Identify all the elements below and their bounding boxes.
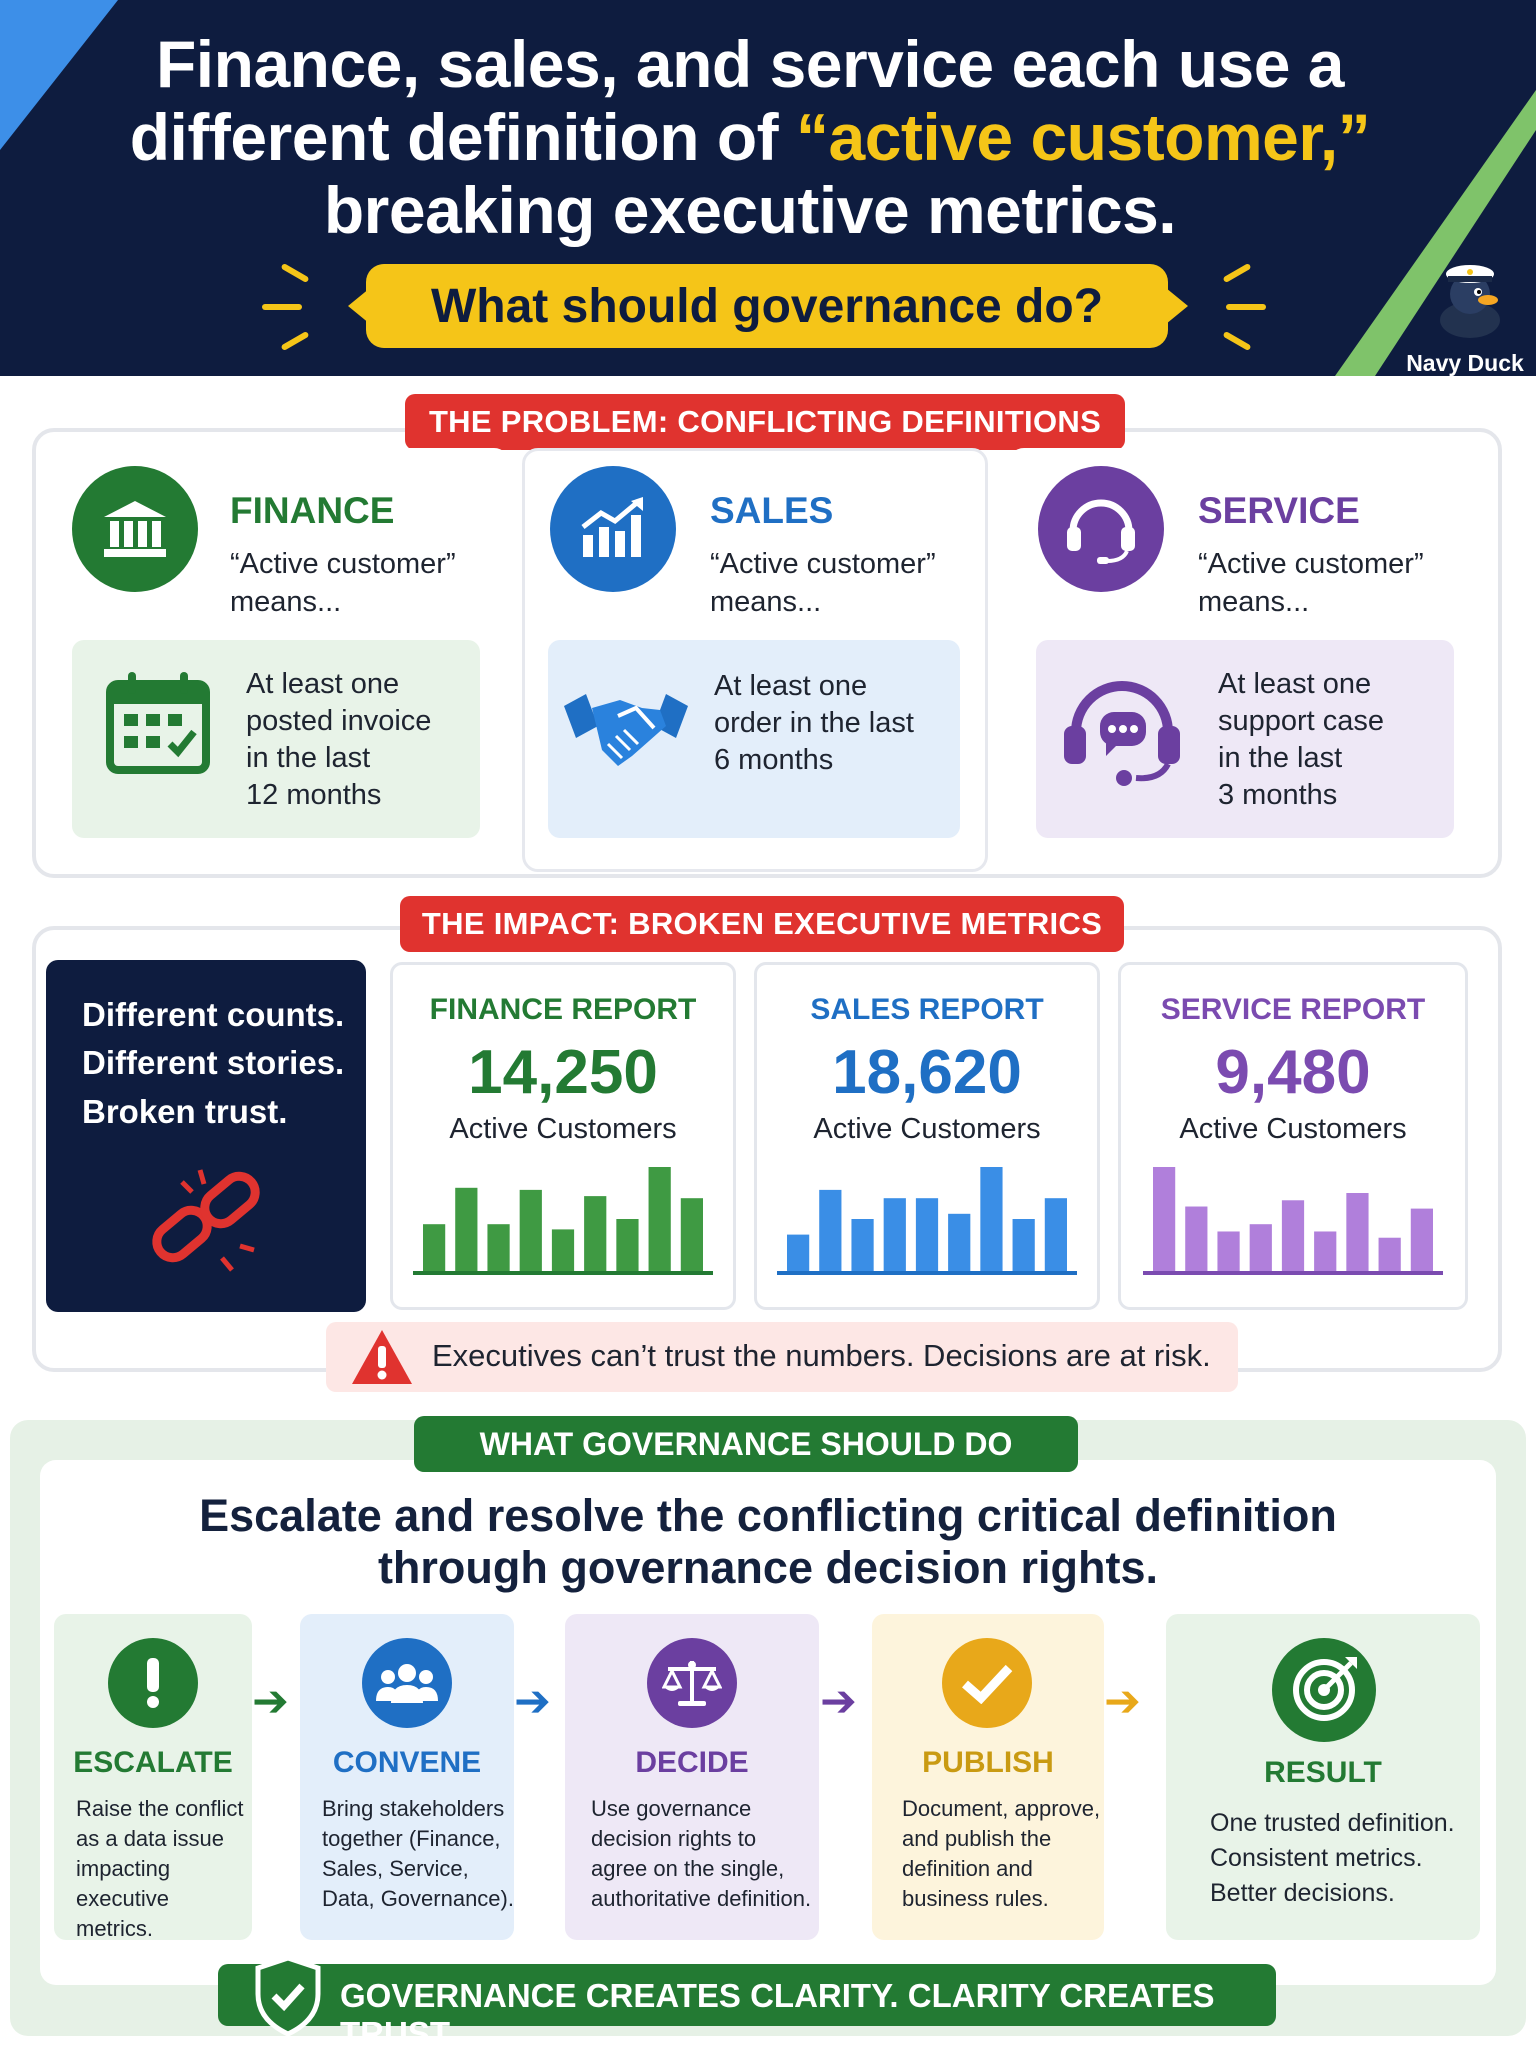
- step-desc-line: One trusted definition.: [1210, 1809, 1455, 1837]
- finance-report-value: 14,250: [468, 1038, 658, 1107]
- service-subtitle-line-2: means...: [1198, 586, 1310, 618]
- dark-line-2: Different stories.: [82, 1044, 345, 1081]
- bar-chart-growth-icon: [550, 466, 676, 592]
- warning-text: Executives can’t trust the numbers. Decisions are at risk.: [432, 1338, 1211, 1373]
- step-result: [1166, 1614, 1480, 1940]
- sales-report-card: [754, 962, 1100, 1310]
- report-bar: [948, 1214, 970, 1271]
- service-report-title: SERVICE REPORT: [1160, 993, 1426, 1026]
- finance-definition-text: [246, 666, 431, 814]
- dark-line-1: Different counts.: [82, 996, 345, 1033]
- step-escalate-title: ESCALATE: [73, 1746, 233, 1779]
- finance-line: posted invoice: [246, 705, 432, 737]
- report-bar: [1379, 1238, 1401, 1271]
- step-desc-line: Raise the conflict: [76, 1796, 244, 1821]
- sales-line: 6 months: [714, 744, 834, 776]
- report-bar: [423, 1224, 445, 1271]
- step-publish-title: PUBLISH: [922, 1746, 1054, 1779]
- header-banner: [0, 0, 1536, 376]
- report-bar: [1282, 1200, 1304, 1271]
- scales-icon: [647, 1638, 737, 1728]
- step-publish: [872, 1614, 1104, 1940]
- report-bar: [1250, 1224, 1272, 1271]
- service-line: At least one: [1218, 668, 1372, 700]
- step-convene-title: CONVENE: [332, 1746, 482, 1779]
- step-desc-line: Consistent metrics.: [1210, 1844, 1423, 1872]
- step-desc-line: Better decisions.: [1210, 1879, 1395, 1907]
- step-result-desc: [1210, 1806, 1455, 1911]
- step-desc-line: as a data issue: [76, 1826, 224, 1851]
- exclamation-icon: [108, 1638, 198, 1728]
- report-bar: [649, 1167, 671, 1271]
- report-bar: [1153, 1167, 1175, 1271]
- step-publish-desc: [902, 1794, 1100, 1914]
- report-bar: [1314, 1231, 1336, 1271]
- checkmark-circle-icon: [942, 1638, 1032, 1728]
- finance-report-subtitle: Active Customers: [449, 1113, 677, 1145]
- step-desc-line: Sales, Service,: [322, 1856, 469, 1881]
- sales-report-value: 18,620: [832, 1038, 1022, 1107]
- report-chart-baseline: [413, 1271, 713, 1275]
- calendar-check-icon: [104, 670, 212, 778]
- service-line: 3 months: [1218, 779, 1338, 811]
- sales-title: SALES: [710, 490, 834, 531]
- footer-banner: [218, 1964, 1276, 2048]
- dark-line-3: Broken trust.: [82, 1093, 288, 1130]
- step-result-title: RESULT: [1264, 1756, 1382, 1789]
- headline-line-2-text: different definition of: [129, 100, 796, 174]
- arrow-right-icon: ➔: [1104, 1677, 1141, 1726]
- finance-report-title: FINANCE REPORT: [429, 993, 697, 1026]
- step-desc-line: authoritative definition.: [591, 1886, 812, 1911]
- handshake-icon: [562, 686, 690, 774]
- finance-title: FINANCE: [230, 490, 395, 531]
- brand-name: Navy Duck: [1406, 350, 1524, 376]
- finance-subtitle-line-2: means...: [230, 586, 342, 618]
- service-title: SERVICE: [1198, 490, 1360, 531]
- governance-heading-line-2: through governance decision rights.: [377, 1542, 1159, 1593]
- step-desc-line: executive metrics.: [76, 1886, 169, 1941]
- step-desc-line: definition and: [902, 1856, 1033, 1881]
- service-report-value: 9,480: [1215, 1038, 1371, 1107]
- finance-subtitle-line-1: “Active customer”: [230, 548, 456, 580]
- people-group-icon: [362, 1638, 452, 1728]
- step-escalate-desc: [76, 1794, 252, 1944]
- report-bar: [1346, 1193, 1368, 1271]
- sales-line: At least one: [714, 670, 868, 702]
- service-line: support case: [1218, 705, 1385, 737]
- headline-line-1: Finance, sales, and service each use a: [155, 27, 1344, 101]
- service-subtitle-line-1: “Active customer”: [1198, 548, 1424, 580]
- step-desc-line: business rules.: [902, 1886, 1049, 1911]
- shield-check-icon: [254, 1956, 322, 2036]
- bank-icon: [72, 466, 198, 592]
- service-report-card: [1118, 962, 1468, 1310]
- finance-report-card: [390, 962, 736, 1310]
- report-bar: [584, 1196, 606, 1271]
- step-decide: [565, 1614, 819, 1940]
- service-report-subtitle: Active Customers: [1179, 1113, 1407, 1145]
- finance-line: At least one: [246, 668, 400, 700]
- headline-line-3: breaking executive metrics.: [323, 173, 1177, 247]
- report-bar: [487, 1224, 509, 1271]
- governance-label: WHAT GOVERNANCE SHOULD DO: [414, 1416, 1078, 1472]
- governance-heading: [100, 1490, 1436, 1594]
- broken-link-icon: [142, 1160, 272, 1280]
- warning-triangle-icon: [350, 1328, 414, 1386]
- sales-report-subtitle: Active Customers: [813, 1113, 1041, 1145]
- step-convene: [300, 1614, 514, 1940]
- report-chart-baseline: [777, 1271, 1077, 1275]
- step-convene-desc: [322, 1794, 514, 1914]
- step-desc-line: agree on the single,: [591, 1856, 785, 1881]
- step-desc-line: Bring stakeholders: [322, 1796, 505, 1821]
- sales-report-chart: [777, 1161, 1077, 1281]
- step-decide-desc: [591, 1794, 811, 1914]
- finance-line: in the last: [246, 742, 371, 774]
- step-desc-line: decision rights to: [591, 1826, 757, 1851]
- step-desc-line: impacting: [76, 1856, 171, 1881]
- governance-heading-line-1: Escalate and resolve the conflicting critical definition: [199, 1490, 1337, 1541]
- report-bar: [1045, 1198, 1067, 1271]
- report-bar: [787, 1235, 809, 1271]
- impact-label: THE IMPACT: BROKEN EXECUTIVE METRICS: [400, 896, 1124, 952]
- step-desc-line: Use governance: [591, 1796, 752, 1821]
- service-definition-text: [1218, 666, 1384, 814]
- spark-decoration: [1226, 304, 1266, 310]
- headline: [120, 28, 1380, 247]
- target-icon: [1272, 1638, 1376, 1742]
- sales-line: order in the last: [714, 707, 914, 739]
- service-report-chart: [1143, 1161, 1443, 1281]
- warning-bar: [326, 1322, 1238, 1392]
- finance-line: 12 months: [246, 779, 382, 811]
- spark-decoration: [262, 304, 302, 310]
- broken-trust-panel: [46, 960, 366, 1312]
- arrow-right-icon: ➔: [514, 1677, 551, 1726]
- report-bar: [1185, 1207, 1207, 1271]
- report-chart-baseline: [1143, 1271, 1443, 1275]
- sales-subtitle-line-2: means...: [710, 586, 822, 618]
- step-desc-line: Document, approve,: [902, 1796, 1101, 1821]
- report-bar: [552, 1229, 574, 1271]
- arrow-right-icon: ➔: [252, 1677, 289, 1726]
- headset-icon: [1038, 466, 1164, 592]
- pill-right-pointer: [1166, 288, 1188, 324]
- arrow-right-icon: ➔: [820, 1677, 857, 1726]
- report-bar: [1013, 1219, 1035, 1271]
- report-bar: [1217, 1231, 1239, 1271]
- report-bar: [916, 1198, 938, 1271]
- sales-subtitle: [710, 545, 936, 621]
- step-desc-line: together (Finance,: [322, 1826, 501, 1851]
- headline-line-2: [120, 101, 1380, 174]
- report-bar: [520, 1190, 542, 1271]
- finance-subtitle: [230, 545, 456, 621]
- service-line: in the last: [1218, 742, 1343, 774]
- headline-highlight: “active customer,”: [795, 100, 1371, 174]
- step-desc-line: and publish the: [902, 1826, 1052, 1851]
- step-decide-title: DECIDE: [635, 1746, 749, 1779]
- report-bar: [851, 1219, 873, 1271]
- finance-report-chart: [413, 1161, 713, 1281]
- step-desc-line: Data, Governance).: [322, 1886, 514, 1911]
- navy-duck-logo-icon: [1430, 250, 1510, 340]
- sales-report-title: SALES REPORT: [810, 993, 1044, 1026]
- question-pill: What should governance do?: [366, 264, 1168, 348]
- footer-text: GOVERNANCE CREATES CLARITY. CLARITY CREATES TRUST.: [340, 1977, 1215, 2048]
- report-bar: [681, 1198, 703, 1271]
- problem-label: THE PROBLEM: CONFLICTING DEFINITIONS: [405, 394, 1125, 450]
- step-escalate: [54, 1614, 252, 1940]
- sales-definition-text: [714, 668, 914, 779]
- report-bar: [1411, 1209, 1433, 1271]
- support-chat-icon: [1060, 672, 1184, 788]
- report-bar: [819, 1190, 841, 1271]
- report-bar: [616, 1219, 638, 1271]
- report-bar: [980, 1167, 1002, 1271]
- report-bar: [455, 1188, 477, 1271]
- service-subtitle: [1198, 545, 1424, 621]
- sales-subtitle-line-1: “Active customer”: [710, 548, 936, 580]
- report-bar: [884, 1198, 906, 1271]
